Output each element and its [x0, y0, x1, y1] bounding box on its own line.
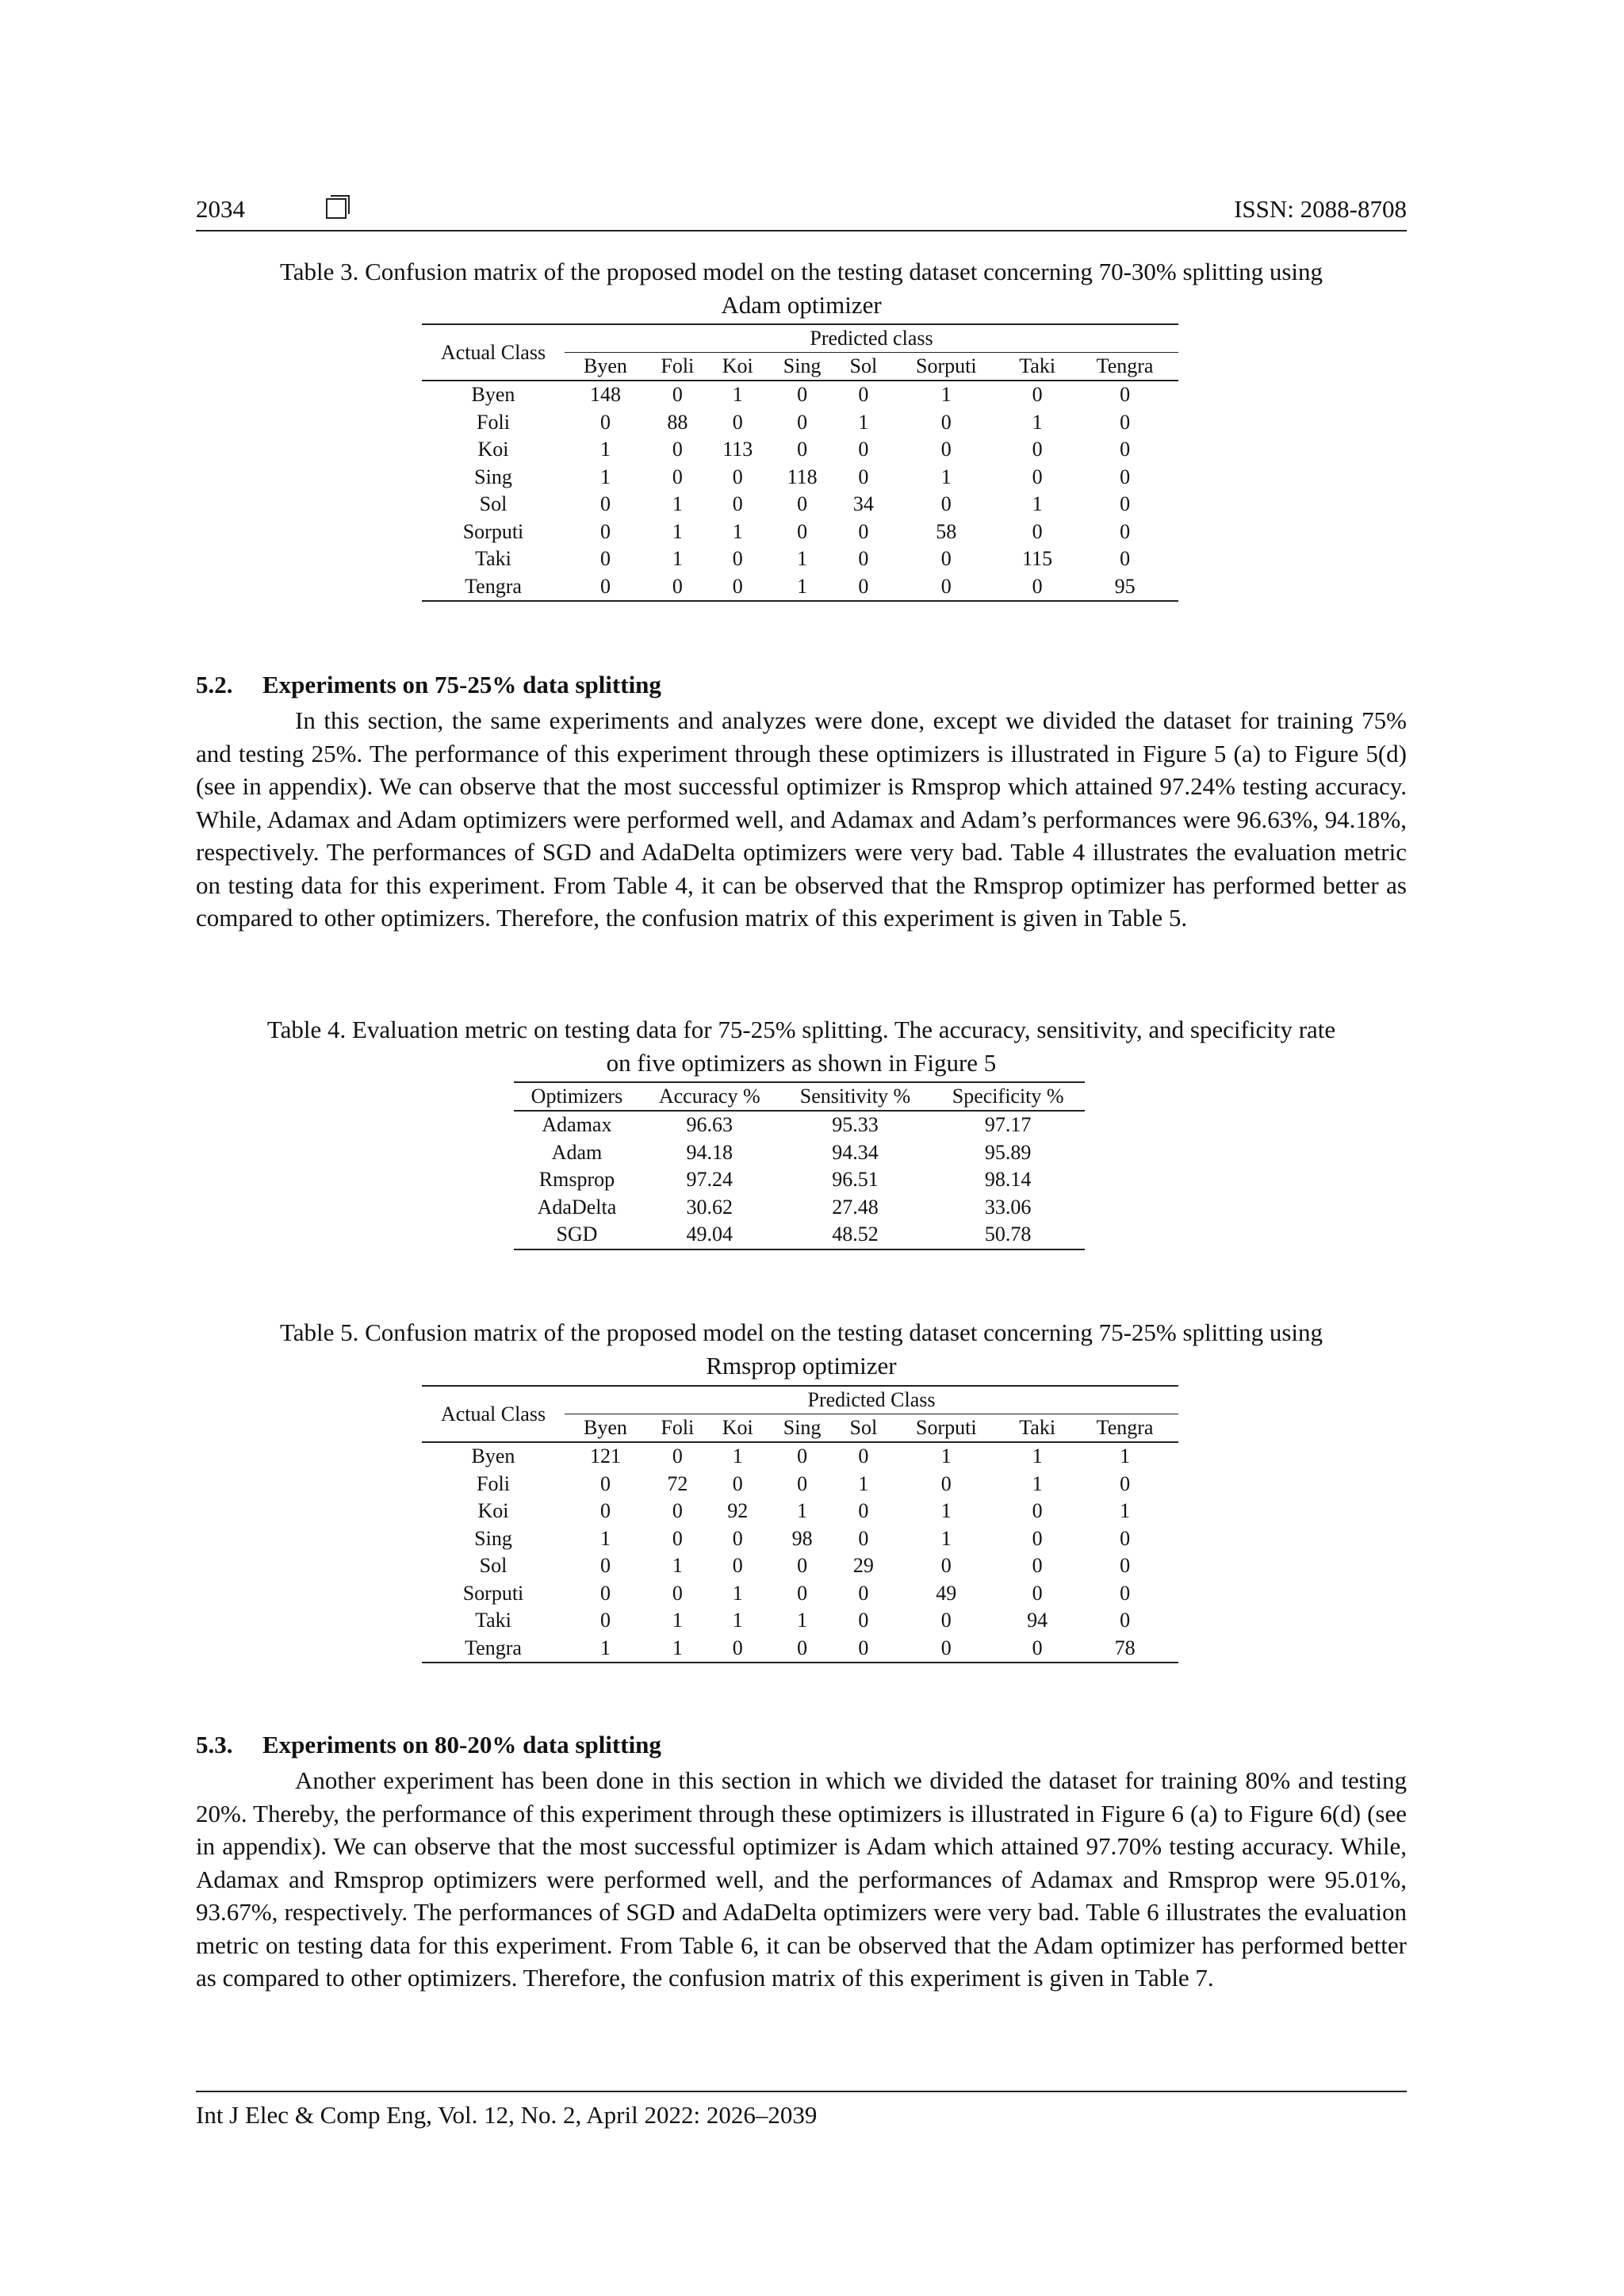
table-row: [422, 1552, 1178, 1580]
table-cell: 148: [590, 383, 621, 407]
table-cell: 0: [858, 1499, 869, 1523]
row-label: Koi: [477, 438, 509, 461]
table-cell: 0: [1120, 383, 1131, 407]
page-number: 2034: [196, 195, 245, 223]
table-cell: 58: [936, 519, 957, 543]
table-cell: 0: [1120, 547, 1131, 571]
table-row: [422, 464, 1178, 492]
predicted-class-header: Predicted Class: [565, 1386, 1178, 1414]
table-cell: 0: [1032, 438, 1043, 461]
row-label: Koi: [477, 1499, 509, 1523]
row-label: Taki: [475, 1609, 511, 1632]
column-header: Taki: [1003, 1414, 1071, 1443]
table-cell: 1: [797, 1609, 808, 1632]
table-cell: 88: [667, 410, 688, 434]
table-cell: 0: [1032, 574, 1043, 598]
table-row: [422, 545, 1178, 573]
table-cell: 0: [672, 1445, 683, 1468]
table-row: [422, 491, 1178, 519]
table-cell: 0: [1032, 1636, 1043, 1659]
table-cell: 0: [858, 519, 869, 543]
table-cell: 0: [732, 410, 743, 434]
table4-evaluation-metrics: [514, 1081, 1085, 1250]
table-cell: 0: [672, 1581, 683, 1605]
table-cell: 1: [1120, 1499, 1131, 1523]
row-label: Foli: [477, 410, 510, 434]
row-label: Tengra: [465, 574, 522, 598]
table-cell: 29: [852, 1554, 874, 1578]
table-cell: 118: [787, 465, 818, 488]
table-cell: 0: [940, 410, 952, 434]
table-cell: 0: [1120, 1526, 1131, 1550]
table-cell: 0: [797, 1554, 808, 1578]
table-cell: 0: [600, 1609, 611, 1632]
table-cell: 1: [940, 383, 952, 407]
table-cell: 1: [940, 1445, 952, 1468]
table-cell: 0: [797, 410, 808, 434]
row-label: Taki: [475, 547, 511, 571]
table-cell: 1: [672, 492, 683, 516]
table3-caption-line2: Adam optimizer: [721, 291, 882, 319]
table-cell: 0: [672, 438, 683, 461]
row-label: Sorputi: [462, 1581, 524, 1605]
table-cell: 30.62: [686, 1195, 733, 1219]
table-cell: 1: [732, 519, 743, 543]
table-row: [422, 1607, 1178, 1635]
table-cell: 0: [1032, 1581, 1043, 1605]
table4-caption-line1: Table 4. Evaluation metric on testing data for 75-25% splitting. The accuracy, sensitivity, and specificity rate: [266, 1016, 1336, 1043]
table-cell: 1: [600, 465, 611, 488]
table-cell: 96.51: [832, 1168, 879, 1192]
table3-body: [422, 381, 1178, 601]
table-cell: 0: [1120, 410, 1131, 434]
page-header: [196, 190, 1407, 232]
table5-body: [422, 1442, 1178, 1663]
table-cell: 98.14: [984, 1168, 1032, 1192]
table-cell: 0: [732, 492, 743, 516]
table-row: [422, 1442, 1178, 1471]
table5-caption-line1: Table 5. Confusion matrix of the proposed model on the testing dataset concerning 75-25% splitting using: [279, 1318, 1323, 1346]
table-cell: 1: [732, 1445, 743, 1468]
table-cell: 0: [797, 1471, 808, 1495]
table5-caption-line2: Rmsprop optimizer: [706, 1352, 897, 1380]
table-cell: 0: [858, 1445, 869, 1468]
table-cell: 0: [940, 1554, 952, 1578]
table-cell: 0: [940, 1471, 952, 1495]
table5-caption: [196, 1316, 1407, 1383]
table-cell: 94.18: [686, 1140, 733, 1164]
table-cell: 0: [600, 410, 611, 434]
table-cell: 1: [672, 1609, 683, 1632]
column-header: Taki: [1003, 353, 1071, 381]
table-cell: 1: [672, 1554, 683, 1578]
table-cell: 1: [940, 1526, 952, 1550]
table-cell: 0: [797, 1636, 808, 1659]
box-icon: [326, 198, 347, 219]
column-header: Specificity %: [931, 1082, 1085, 1111]
column-header: Byen: [565, 1414, 646, 1443]
table-cell: 0: [797, 438, 808, 461]
row-label: AdaDelta: [537, 1195, 617, 1219]
row-label: Sorputi: [462, 519, 524, 543]
column-header: Sol: [837, 353, 889, 381]
table-row: [422, 573, 1178, 602]
table4-caption: [196, 1013, 1407, 1080]
table-cell: 95: [1114, 574, 1136, 598]
table-row: [514, 1139, 1085, 1167]
section-5-2-heading: [196, 671, 661, 699]
table-cell: 1: [1032, 492, 1043, 516]
column-header: Foli: [646, 353, 709, 381]
section-title: Experiments on 80-20% data splitting: [262, 1731, 661, 1758]
table-cell: 48.52: [832, 1223, 879, 1246]
row-label: Adamax: [542, 1113, 612, 1137]
column-header: Sorputi: [889, 1414, 1003, 1443]
table-cell: 0: [858, 383, 869, 407]
table-cell: 0: [1032, 465, 1043, 488]
table-cell: 0: [797, 1445, 808, 1468]
section-5-2-paragraph: In this section, the same experiments and analyzes were done, except we divided the dataset for training 75% and testing 25%. The performance of this experiment through these optimizers is illustrated in Figure 5 (a) to Figure 5(d) (see in appendix). We can observe that the most successful optimizer is Rmsprop which attained 97.24% testing accuracy. While, Adamax and Adam optimizers were performed well, and Adamax and Adam’s performances were 96.63%, 94.18%, respectively. The performances of SGD and AdaDelta optimizers were very bad. Table 4 illustrates the evaluation metric on testing data for this experiment. From Table 4, it can be observed that the Rmsprop optimizer has performed better as compared to other optimizers. Therefore, the confusion matrix of this experiment is given in Table 5.: [196, 706, 1407, 932]
table-cell: 1: [1032, 1471, 1043, 1495]
table-cell: 33.06: [984, 1195, 1032, 1219]
table4-body: [514, 1111, 1085, 1249]
table-cell: 0: [1120, 492, 1131, 516]
table-cell: 0: [1120, 1609, 1131, 1632]
table-row: [514, 1194, 1085, 1222]
column-header: Foli: [646, 1414, 709, 1443]
table-cell: 0: [1032, 1554, 1043, 1578]
table-cell: 1: [858, 410, 869, 434]
footer-divider: [196, 2091, 1407, 2092]
table-cell: 0: [1120, 438, 1131, 461]
table-cell: 94: [1027, 1609, 1048, 1632]
table-cell: 115: [1022, 547, 1053, 571]
table-cell: 0: [858, 465, 869, 488]
table-cell: 0: [858, 547, 869, 571]
table-cell: 1: [732, 1581, 743, 1605]
table3-caption-line1: Table 3. Confusion matrix of the proposed model on the testing dataset concerning 70-30% splitting using: [279, 258, 1323, 285]
table-cell: 1: [797, 1499, 808, 1523]
table-cell: 0: [1032, 1526, 1043, 1550]
table-cell: 0: [1120, 1471, 1131, 1495]
table-cell: 0: [797, 383, 808, 407]
column-header: Accuracy %: [640, 1082, 779, 1111]
table-cell: 1: [1032, 1445, 1043, 1468]
table-cell: 0: [732, 1526, 743, 1550]
table-row: [514, 1221, 1085, 1249]
table-row: [422, 409, 1178, 437]
table-cell: 0: [732, 547, 743, 571]
table-cell: 1: [797, 574, 808, 598]
table-cell: 0: [940, 1636, 952, 1659]
row-label: Foli: [477, 1471, 510, 1495]
table-cell: 0: [600, 492, 611, 516]
table3-confusion-matrix: [422, 323, 1178, 602]
table-cell: 34: [852, 492, 874, 516]
column-header: Tengra: [1071, 1414, 1178, 1443]
table-row: [422, 1635, 1178, 1663]
table-cell: 97.24: [686, 1168, 733, 1192]
column-header: Optimizers: [514, 1082, 640, 1111]
table-row: [422, 1525, 1178, 1553]
table-cell: 0: [858, 1609, 869, 1632]
section-title: Experiments on 75-25% data splitting: [262, 671, 661, 698]
row-label: Sing: [474, 1526, 512, 1550]
table-cell: 1: [732, 1609, 743, 1632]
table-row: [422, 1580, 1178, 1608]
column-header: Sing: [767, 1414, 837, 1443]
table-cell: 27.48: [832, 1195, 879, 1219]
table-cell: 1: [672, 519, 683, 543]
table-cell: 0: [732, 1636, 743, 1659]
issn: ISSN: 2088-8708: [1234, 195, 1407, 223]
table-cell: 0: [858, 1636, 869, 1659]
table-cell: 0: [600, 1471, 611, 1495]
table-cell: 0: [732, 465, 743, 488]
row-label: Sol: [479, 1554, 508, 1578]
table-cell: 95.89: [984, 1140, 1032, 1164]
section-number: 5.3.: [196, 1731, 233, 1758]
table-cell: 0: [672, 383, 683, 407]
table-cell: 1: [1032, 410, 1043, 434]
table-cell: 0: [1032, 383, 1043, 407]
table-row: [514, 1166, 1085, 1194]
table-cell: 94.34: [832, 1140, 879, 1164]
table-cell: 49: [936, 1581, 957, 1605]
table-row: [422, 436, 1178, 464]
column-header: Tengra: [1071, 353, 1178, 381]
table3-caption: [196, 255, 1407, 322]
table-cell: 0: [1120, 1554, 1131, 1578]
table-cell: 1: [940, 1499, 952, 1523]
table-row: [422, 1498, 1178, 1525]
table-cell: 0: [600, 519, 611, 543]
table-cell: 0: [940, 547, 952, 571]
table-cell: 0: [600, 1554, 611, 1578]
table-cell: 0: [858, 1526, 869, 1550]
table-cell: 0: [940, 438, 952, 461]
table-cell: 121: [590, 1445, 621, 1468]
table4-caption-line2: on five optimizers as shown in Figure 5: [606, 1049, 997, 1077]
table-row: [422, 381, 1178, 409]
table-cell: 50.78: [984, 1223, 1032, 1246]
table-cell: 0: [600, 1499, 611, 1523]
row-label: Sol: [479, 492, 508, 516]
table-cell: 0: [940, 1609, 952, 1632]
section-number: 5.2.: [196, 671, 233, 698]
table-cell: 0: [1120, 1581, 1131, 1605]
table-cell: 98: [791, 1526, 813, 1550]
section-5-3-paragraph: Another experiment has been done in this section in which we divided the dataset for training 80% and testing 20%. Thereby, the performance of this experiment through these optimizers is illustrated in Figure 6 (a) to Figure 6(d) (see in appendix). We can observe that the most successful optimizer is Adam which attained 97.70% testing accuracy. While, Adamax and Rmsprop optimizers were performed well, and the performances of Adamax and Rmsprop were 95.01%, 93.67%, respectively. The performances of SGD and AdaDelta optimizers were very bad. Table 6 illustrates the evaluation metric on testing data for this experiment. From Table 6, it can be observed that the Adam optimizer has performed better as compared to other optimizers. Therefore, the confusion matrix of this experiment is given in Table 7.: [196, 1766, 1407, 1992]
table-cell: 96.63: [686, 1113, 733, 1137]
table-cell: 0: [797, 1581, 808, 1605]
table-cell: 92: [727, 1499, 749, 1523]
column-header: Sol: [837, 1414, 889, 1443]
table-cell: 1: [797, 547, 808, 571]
table-cell: 1: [858, 1471, 869, 1495]
column-header: Sensitivity %: [779, 1082, 932, 1111]
row-label: Rmsprop: [538, 1168, 615, 1192]
table-cell: 113: [722, 438, 753, 461]
row-label: Sing: [474, 465, 512, 488]
table-cell: 95.33: [832, 1113, 879, 1137]
table-cell: 0: [732, 1471, 743, 1495]
section-5-3-heading: [196, 1731, 661, 1759]
table-cell: 97.17: [984, 1113, 1032, 1137]
table-row: [422, 519, 1178, 546]
table-cell: 0: [672, 465, 683, 488]
row-label: Byen: [471, 1445, 515, 1468]
table-cell: 0: [1032, 1499, 1043, 1523]
table-cell: 0: [1120, 519, 1131, 543]
table-cell: 1: [732, 383, 743, 407]
column-header: Byen: [565, 353, 646, 381]
table-cell: 0: [858, 438, 869, 461]
table-cell: 0: [797, 519, 808, 543]
table-cell: 1: [672, 1636, 683, 1659]
row-label: Tengra: [465, 1636, 522, 1659]
column-header: Koi: [709, 1414, 767, 1443]
table-cell: 0: [672, 574, 683, 598]
column-header-row: [514, 1082, 1085, 1111]
table-cell: 0: [600, 547, 611, 571]
table-cell: 0: [600, 1581, 611, 1605]
row-label: Adam: [551, 1140, 603, 1164]
table5-confusion-matrix: [422, 1385, 1178, 1663]
column-header: Koi: [709, 353, 767, 381]
actual-class-header: Actual Class: [422, 324, 565, 381]
table-cell: 72: [667, 1471, 688, 1495]
column-header: Sing: [767, 353, 837, 381]
table-row: [422, 1471, 1178, 1498]
table-row: [514, 1111, 1085, 1139]
predicted-class-header: Predicted class: [565, 324, 1178, 353]
table-cell: 0: [940, 574, 952, 598]
table-cell: 49.04: [686, 1223, 733, 1246]
table-cell: 78: [1114, 1636, 1136, 1659]
table-cell: 0: [1120, 465, 1131, 488]
table-cell: 0: [797, 492, 808, 516]
page-footer: Int J Elec & Comp Eng, Vol. 12, No. 2, April 2022: 2026–2039: [196, 2101, 818, 2129]
table-cell: 0: [672, 1526, 683, 1550]
table-cell: 0: [732, 574, 743, 598]
table-cell: 0: [858, 574, 869, 598]
table-cell: 0: [858, 1581, 869, 1605]
table-cell: 0: [1032, 519, 1043, 543]
table-cell: 1: [600, 1636, 611, 1659]
table-cell: 1: [940, 465, 952, 488]
row-label: Byen: [471, 383, 515, 407]
column-header: Sorputi: [889, 353, 1003, 381]
table-cell: 1: [672, 547, 683, 571]
actual-class-header: Actual Class: [422, 1386, 565, 1442]
table-cell: 0: [600, 574, 611, 598]
table-cell: 0: [940, 492, 952, 516]
table-cell: 1: [600, 1526, 611, 1550]
table-cell: 0: [672, 1499, 683, 1523]
row-label: SGD: [556, 1223, 598, 1246]
table-cell: 0: [732, 1554, 743, 1578]
table-cell: 1: [1120, 1445, 1131, 1468]
table-cell: 1: [600, 438, 611, 461]
